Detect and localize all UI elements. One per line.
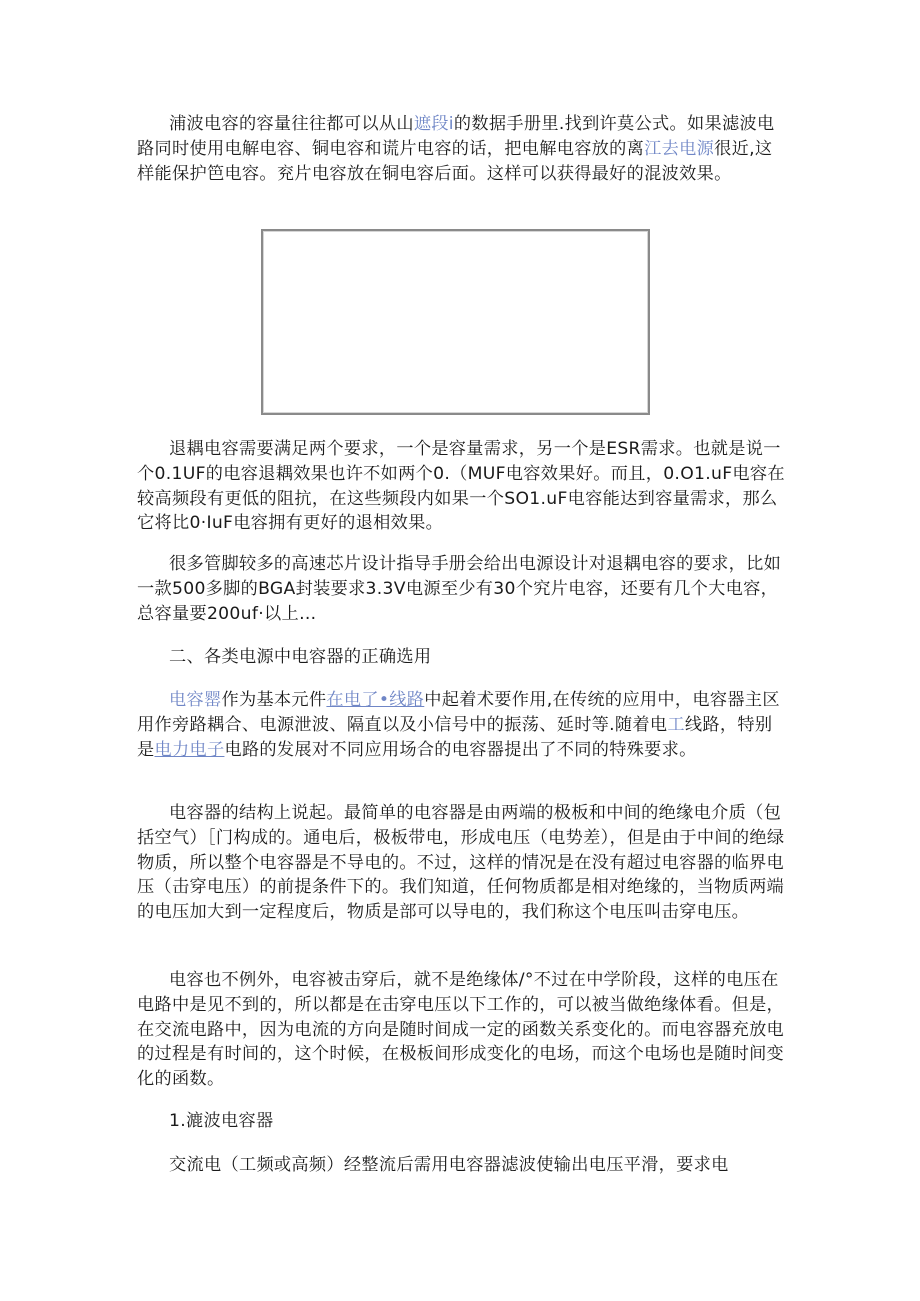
paragraph-filter-capacitor (137, 112, 789, 186)
text-segment: 作为基本元件 (221, 690, 327, 710)
text-segment: 电路的发展对不同应用场合的电容器提出了不同的特殊要求。 (224, 739, 697, 760)
paragraph-high-speed-chip: 很多管脚较多的高速芯片设计指导手册会给出电源设计对退耦电容的要求，比如一款500多脚的BGA封装要求3.3V电源至少有30个究片电容，还要有几个大电容，总容量要200uf·以上… (137, 554, 782, 624)
text-segment: 中起着术要作用,在传统的应用中，电容器主区用作旁路耦合、电源泄波、隔直以及小信号中的振荡、延时等.随着电 (137, 690, 780, 735)
text-segment: 线路，特别是 (137, 714, 773, 760)
text-segment: 很近,这样能保护笆电容。兖片电容放在铜电容后面。这样可以获得最好的混波效果。 (137, 138, 773, 184)
section-heading: 二、各类电源中电容器的正确选用 (169, 647, 432, 667)
paragraph-decoupling-requirements: 退耦电容需要满足两个要求，一个是容量需求，另一个是ESR需求。也就是说一个0.1UF的电容退耦效果也许不如两个0.（MUF电容效果好。而且，0.O1.uF电容在较高频段有更低的阻抗，在这些频段内如果一个SO1.uF电容能达到容量需求，那么它将比0·IuF电容拥有更好的退相效果。 (137, 439, 785, 534)
inline-link[interactable]: 江去电源 (644, 138, 715, 159)
paragraph-filter-intro: 交流电（工频或高频）经整流后需用电容器滤波使输出电压平滑，要求电 (169, 1155, 729, 1175)
inline-link[interactable]: 遮段i (413, 114, 454, 134)
inline-link[interactable]: 在电了•线路 (326, 690, 425, 710)
figure-placeholder (261, 229, 650, 415)
text-segment: 的数据手册里.找到许莫公式。如果滤波电路同时使用电解电容、铜电容和谎片电容的话，把电解电容放的离 (137, 114, 775, 159)
inline-link[interactable]: 电力电子 (154, 739, 225, 760)
paragraph-capacitor-role (137, 688, 789, 762)
inline-link[interactable]: 工 (667, 714, 685, 735)
subsection-heading: 1.漉波电容器 (169, 1111, 274, 1131)
text-segment: 浦波电容的容量往往都可以从山 (169, 114, 414, 134)
paragraph-capacitor-structure: 电容器的结构上说起。最简单的电容器是由两端的极板和中间的绝缘电介质（包括空气）［门构成的。通电后，极板带电，形成电压（电势差），但是由于中间的绝绿物质，所以整个电容器是不导电的。不过，这样的情况是在没有超过电容器的临界电压（击穿电压）的前提条件下的。我们知道，任何物质都是相对绝缘的，当物质两端的电压加大到一定程度后，物质是部可以导电的，我们称这个电压叫击穿电压。 (137, 803, 785, 923)
paragraph-breakdown: 电容也不例外，电容被击穿后，就不是绝缘体/°不过在中学阶段，这样的电压在电路中是见不到的，所以都是在击穿电压以下工作的，可以被当做绝缘体看。但是，在交流电路中，因为电流的方向是随时间成一定的函数关系变化的。而电容器充放电的过程是有时间的，这个时候，在极板间形成变化的电场，而这个电场也是随时间变化的函数。 (137, 970, 785, 1090)
inline-link[interactable]: 电容罂 (169, 690, 222, 710)
